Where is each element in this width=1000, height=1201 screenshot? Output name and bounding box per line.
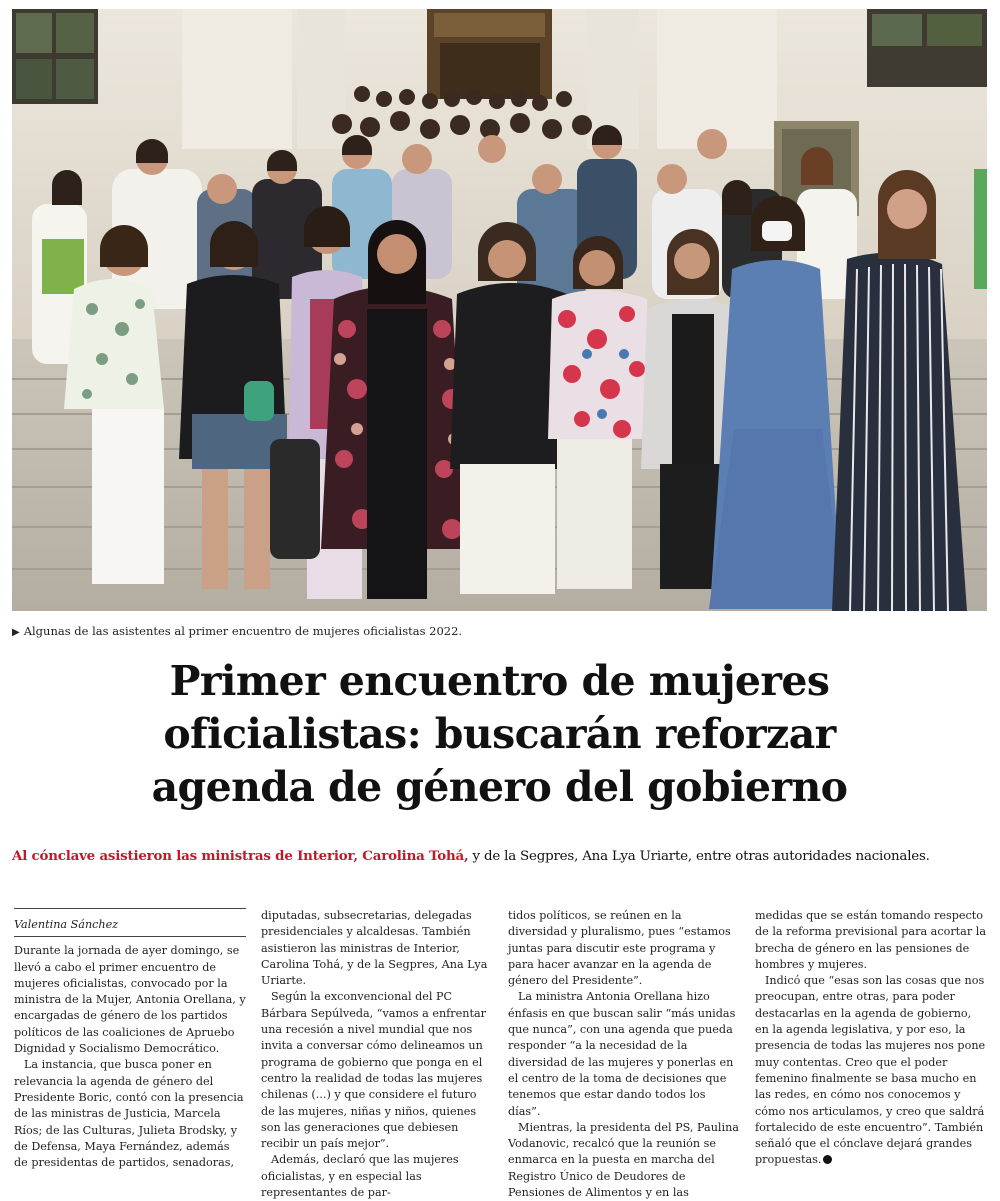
- caption-text: Algunas de las asistentes al primer encuentro de mujeres oficialistas 2022.: [23, 624, 463, 638]
- paragraph-final-text: Indicó que “esas son las cosas que nos preocupan, entre otras, para poder destacarlas en la agenda de gobierno, en la agenda legislativa, y por eso, la presencia de todas las mujeres nos pone muy contentas. Creo que el poder femenino finalmente se basa mucho en las redes, en cómo nos conocemos y cómo nos articulamos, y creo que saldrá fortalecido de este encuentro”. También señaló que el cónclave dejará grandes propuestas.: [755, 974, 986, 1167]
- body-column-1: [14, 908, 246, 1171]
- headline-line-1: Primer encuentro de mujeres: [169, 657, 830, 705]
- body-column-2: [261, 908, 493, 1201]
- paragraph: Mientras, la presidenta del PS, Paulina Vodanovic, recalcó que la reunión se enmarca en la puesta en marcha del Registro Único de Deudores de Pensiones de Alimentos y en las: [508, 1120, 739, 1200]
- paragraph: Según la exconvencional del PC Bárbara Sepúlveda, “vamos a enfrentar una recesión a nivel mundial que nos invita a conversar cómo delineamos un programa de gobierno que ponga en el centro la realidad de todas las mujeres chilenas (...) y que considere el futuro de las mujeres, niñas y niños, quienes son las generaciones que debiesen recibir un país mejor”.: [261, 990, 486, 1151]
- paragraph: tidos políticos, se reúnen en la diversidad y pluralismo, pues “estamos juntas para discutir este programa y para hacer avanzar en la agenda de género del Presidente”.: [508, 909, 731, 988]
- headline-line-3: agenda de género del gobierno: [151, 763, 848, 811]
- group-photo-illustration: [12, 9, 987, 611]
- caption-triangle-icon: ▶: [12, 627, 20, 638]
- paragraph: medidas que se están tomando respecto de la reforma previsional para acortar la brecha de género en las pensiones de hombres y mujeres.: [755, 909, 987, 971]
- paragraph-final: [755, 973, 987, 1169]
- paragraph: diputadas, subsecretarias, delegadas presidenciales y alcaldesas. También asistieron las ministras de Interior, Carolina Tohá, y de la Segpres, Ana Lya Uriarte.: [261, 909, 488, 988]
- end-of-article-icon: [823, 1155, 832, 1164]
- photo-caption: [12, 624, 987, 638]
- body-column-3: [508, 908, 740, 1201]
- deck-highlight: Al cónclave asistieron las ministras de Interior, Carolina Tohá,: [12, 848, 469, 864]
- article-photo: [12, 9, 987, 611]
- paragraph: Durante la jornada de ayer domingo, se llevó a cabo el primer encuentro de mujeres oficialistas, convocado por la ministra de la Mujer, Antonia Orellana, y encargadas de género de los partidos políticos de las coaliciones de Apruebo Dignidad y Socialismo Democrático.: [14, 944, 246, 1056]
- paragraph: La ministra Antonia Orellana hizo énfasis en que buscan salir “más unidas que nunca”, con una agenda que pueda responder “a la necesidad de la diversidad de las mujeres y ponerlas en el centro de la toma de decisiones que tenemos que estar dando todos los días”.: [508, 990, 736, 1118]
- paragraph: La instancia, que busca poner en relevancia la agenda de género del Presidente Boric, contó con la presencia de las ministras de Justicia, Marcela Ríos; de las Culturas, Julieta Brodsky, y de Defensa, Maya Fernández, además de presidentas de partidos, senadoras,: [14, 1058, 244, 1170]
- paragraph: Además, declaró que las mujeres oficialistas, y en especial las representantes de par-: [261, 1153, 459, 1200]
- article-deck: [12, 848, 987, 864]
- article-body: [14, 908, 989, 1200]
- byline: Valentina Sánchez: [14, 908, 246, 937]
- body-column-4: [755, 908, 987, 1169]
- headline-line-2: oficialistas: buscarán reforzar: [163, 710, 836, 758]
- article-headline: [12, 655, 987, 814]
- deck-rest: y de la Segpres, Ana Lya Uriarte, entre otras autoridades nacionales.: [468, 849, 930, 864]
